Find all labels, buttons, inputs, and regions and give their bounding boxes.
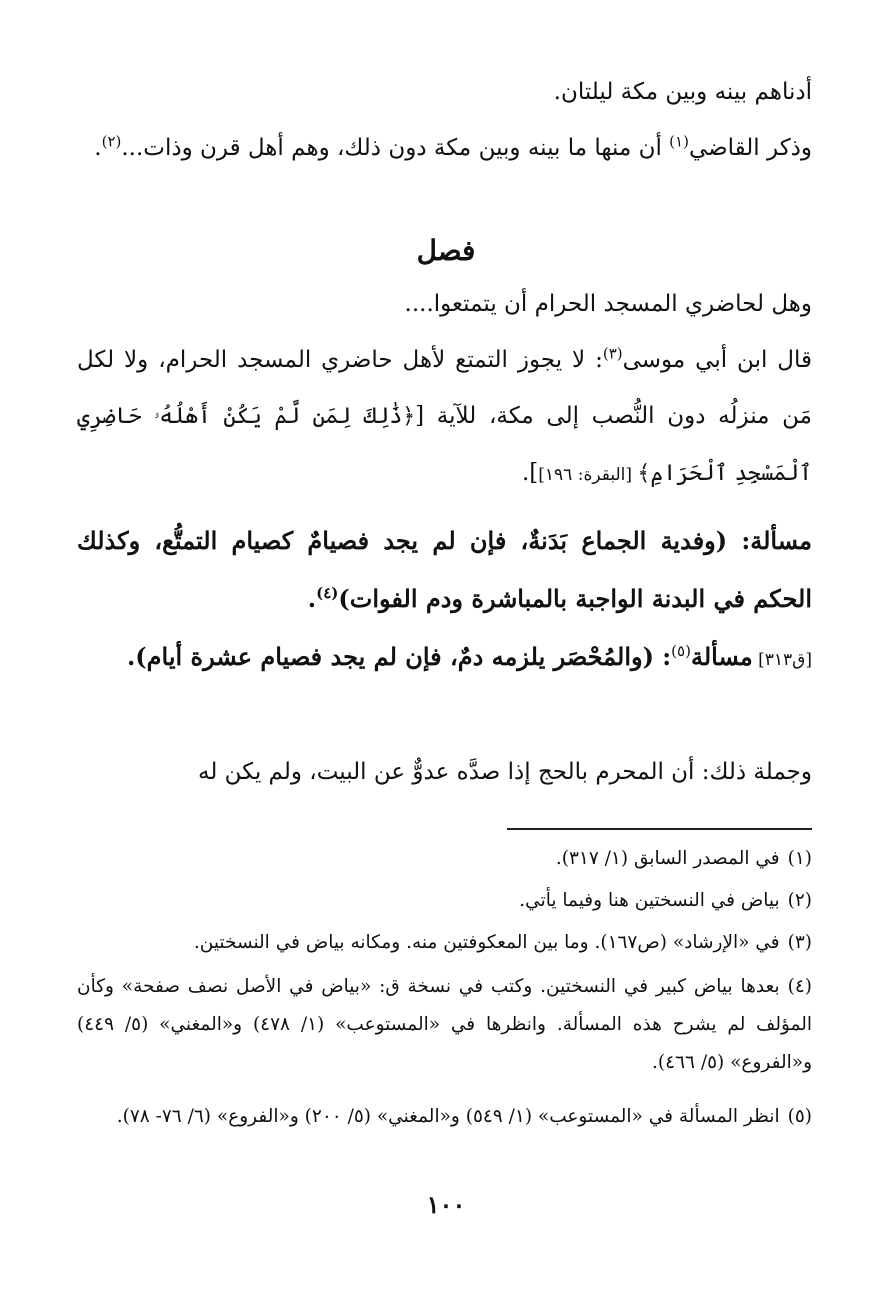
masala-2 [77,628,812,689]
paragraph-2-end: . [94,135,102,161]
footnote-ref-3: (٣) [602,344,623,363]
footnote-3-number: (٣) [787,932,812,953]
paragraph-4-text-b: : لا يجوز التمتع لأهل حاضري المسجد الحرام، ولا لكل مَن منزلُه دون النُّصب إلى مكة، للآية [ [77,347,813,429]
footnote-1 [77,843,812,875]
footnote-5 [77,1098,812,1136]
manuscript-folio-ref: [ق٣١٣] [752,650,812,670]
paragraph-4 [77,332,812,503]
footnote-5-number: (٥) [787,1106,812,1127]
footnote-2-number: (٢) [787,890,812,911]
footnote-4-text: بعدها بياض كبير في النسختين. وكتب في نسخة ق: «بياض في الأصل نصف صفحة» وكأن المؤلف لم يشرح هذه المسألة. وانظرها في «المستوعب» (١/ ٤٧٨) و«المغني» (٥/ ٤٤٩) و«الفروع» (٥/ ٤٦٦). [77,976,813,1073]
quran-reference: [البقرة: ١٩٦] [538,465,638,485]
masala-2-label: مسألة [690,642,753,671]
footnote-1-number: (١) [787,848,812,869]
quran-verse: ﴿ذَٰلِكَ لِمَن لَّمْ يَكُنْ أَهْلُهُۥ حَاضِرِي ٱلْمَسْجِدِ ٱلْحَرَامِ﴾ [77,404,812,486]
masala-1-label: مسألة: [741,526,812,555]
paragraph-1 [77,64,812,120]
footnote-ref-4: (٤) [316,584,339,602]
paragraph-2-text-a: وذكر القاضي [688,135,812,161]
footnote-4-number: (٤) [787,976,812,997]
footnote-3-text: في «الإرشاد» (ص١٦٧). وما بين المعكوفتين منه. ومكانه بياض في النسختين. [193,932,780,953]
footnote-ref-1: (١) [669,132,689,151]
paragraph-5 [77,744,812,800]
masala-1-text: (وفدية الجماع بَدَنةٌ، فإن لم يجد فصيامٌ كصيام التمتُّع، وكذلك الحكم في البدنة الواجبة بالمباشرة ودم الفوات) [77,526,812,613]
footnote-2-text: بياض في النسختين هنا وفيما يأتي. [519,890,780,911]
section-heading: فصل [416,234,476,267]
paragraph-3-text: وهل لحاضري المسجد الحرام أن يتمتعوا.... [404,291,812,317]
paragraph-4-end: ]. [521,460,539,486]
footnote-1-text: في المصدر السابق (١/ ٣١٧). [555,848,780,869]
masala-2-text: : (والمُحْصَر يلزمه دمٌ، فإن لم يجد فصيام عشرة أيام). [126,642,672,671]
page-number: ١٠٠ [426,1190,466,1219]
footnote-ref-5: (٥) [671,642,691,660]
paragraph-1-text: أدناهم بينه وبين مكة ليلتان. [553,79,812,105]
footnote-separator [507,828,812,830]
paragraph-2-text-b: أن منها ما بينه وبين مكة دون ذلك، وهم أهل قرن وذات... [121,135,670,161]
paragraph-5-text: وجملة ذلك: أن المحرم بالحج إذا صدَّه عدوٌّ عن البيت، ولم يكن له [197,759,812,785]
footnote-2 [77,885,812,917]
masala-1-end: . [307,584,317,613]
paragraph-4-text-a: قال ابن أبي موسى [622,347,812,373]
footnote-ref-2: (٢) [101,132,122,151]
masala-1 [77,512,812,628]
paragraph-3 [77,276,812,332]
footnote-3 [77,927,812,959]
footnote-4 [77,968,812,1082]
paragraph-2 [77,120,812,176]
footnote-5-text: انظر المسألة في «المستوعب» (١/ ٥٤٩) و«المغني» (٥/ ٢٠٠) و«الفروع» (٦/ ٧٦- ٧٨). [116,1106,780,1127]
